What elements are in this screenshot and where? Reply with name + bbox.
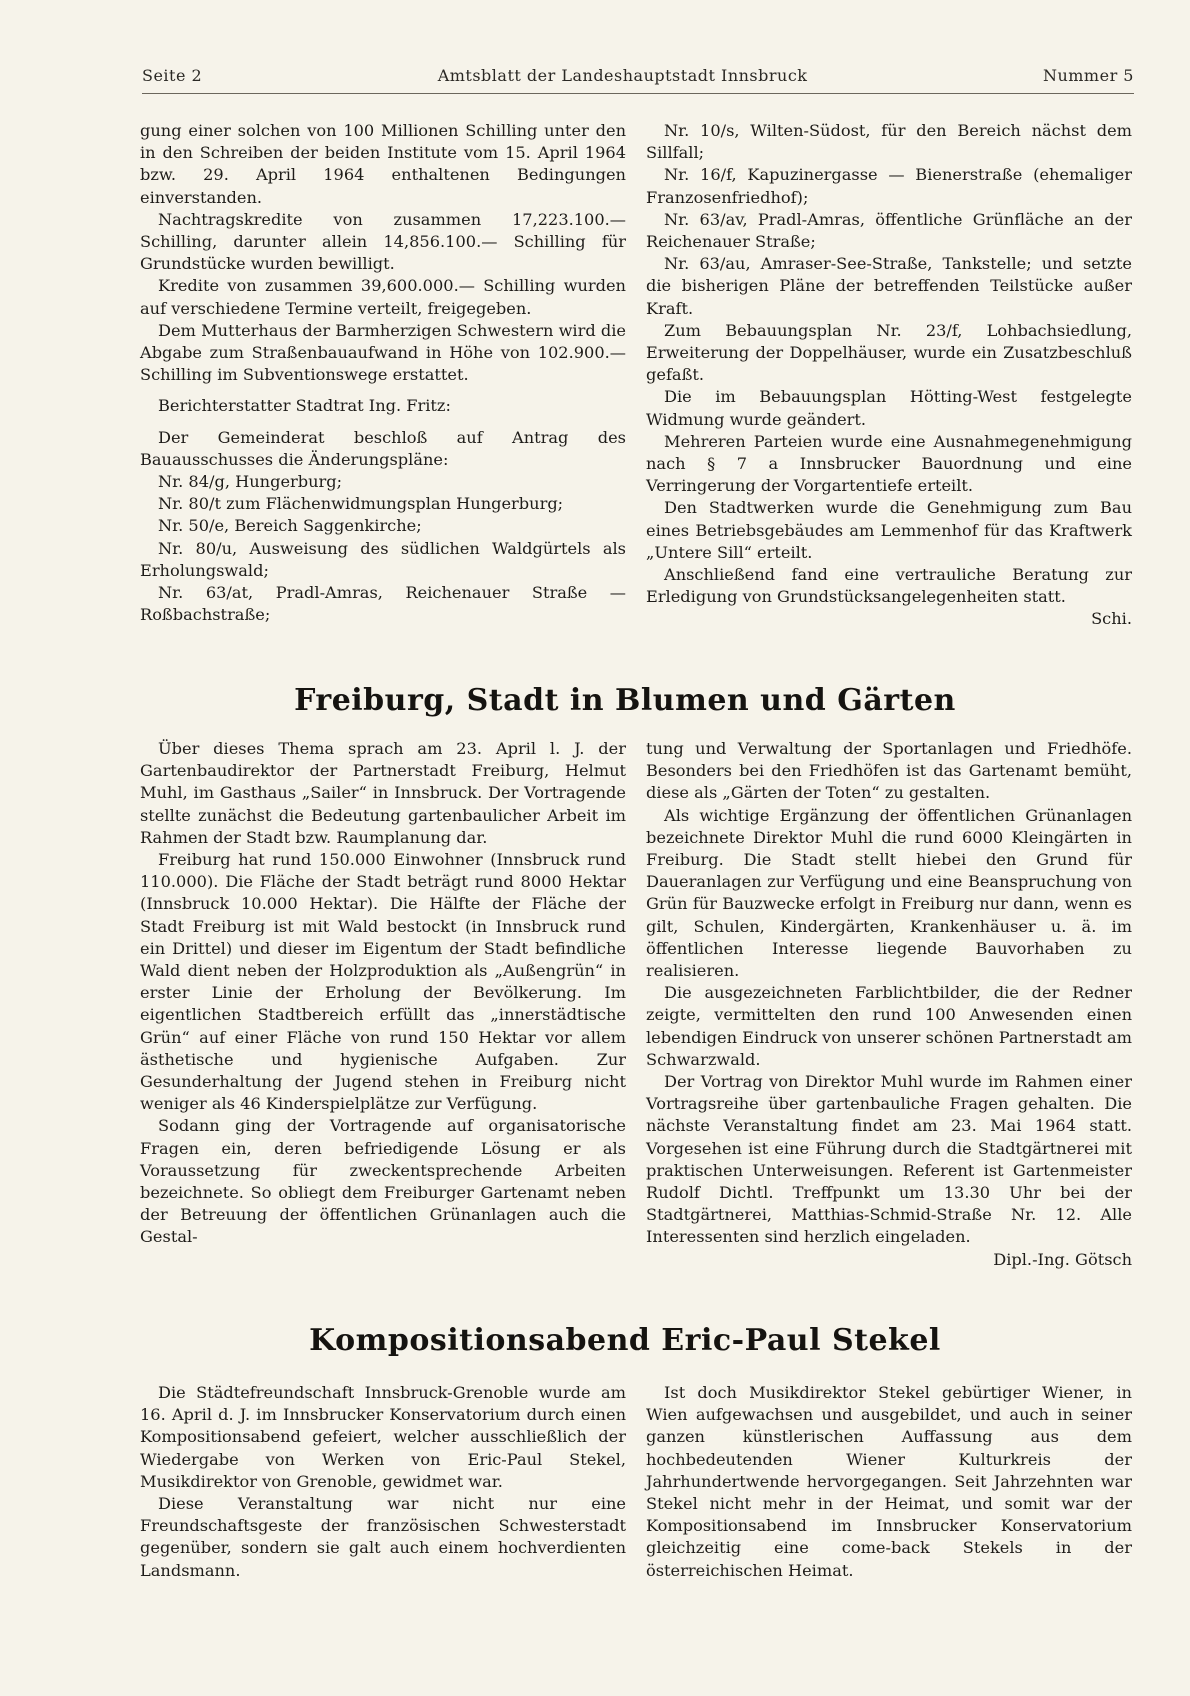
paragraph: Kredite von zusammen 39,600.000.— Schilling wurden auf verschiedene Termine verteilt, freigegeben.	[140, 276, 626, 318]
plan-item: Nr. 63/au, Amraser-See-Straße, Tankstelle; und setzte die bisherigen Pläne der betreffenden Teilstücke außer Kraft.	[646, 254, 1132, 318]
plan-item: Nr. 50/e, Bereich Saggenkirche;	[158, 516, 422, 536]
article-title-kompositionsabend: Kompositionsabend Eric-Paul Stekel	[309, 1323, 941, 1358]
paragraph: Die Städtefreundschaft Innsbruck-Grenoble wurde am 16. April d. J. im Innsbrucker Konservatorium durch einen Kompositionsabend gefeiert, welcher ausschließlich der Wiedergabe von Werken von Eric-Paul Stekel, Musikdirektor von Grenoble, gewidmet war.	[140, 1383, 626, 1491]
freiburg-article	[140, 738, 1132, 1271]
plan-item: Nr. 63/at, Pradl-Amras, Reichenauer Straße — Roßbachstraße;	[140, 583, 626, 625]
plan-item: Nr. 80/u, Ausweisung des südlichen Waldgürtels als Erholungswald;	[140, 538, 626, 580]
reporter-line: Berichterstatter Stadtrat Ing. Fritz:	[158, 396, 451, 416]
paragraph: Als wichtige Ergänzung der öffentlichen Grünanlagen bezeichnete Direktor Muhl die rund 6000 Kleingärten in Freiburg. Die Stadt stellt hiebei den Grund für Daueranlagen zur Verfügung und eine Beanspruchung von Grün für Bauzwecke erfolgt in Freiburg nur dann, wenn es gilt, Schulen, Kindergärten, Krankenhäuser u. ä. im öffentlichen Interesse liegende Bauvorhaben zu realisieren.	[646, 805, 1132, 981]
paragraph: Mehreren Parteien wurde eine Ausnahmegenehmigung nach § 7 a Innsbrucker Bauordnung und eine Verringerung der Vorgartentiefe erteilt.	[646, 431, 1132, 496]
article-title-freiburg: Freiburg, Stadt in Blumen und Gärten	[294, 683, 956, 718]
plan-item: Nr. 80/t zum Flächenwidmungsplan Hungerburg;	[158, 494, 564, 514]
paragraph: Der Vortrag von Direktor Muhl wurde im Rahmen einer Vortragsreihe über gartenbauliche Fragen gehalten. Die nächste Veranstaltung findet am 23. Mai 1964 statt. Vorgesehen ist eine Führung durch die Stadtgärtnerei mit praktischen Unterweisungen. Referent ist Gartenmeister Rudolf Dichtl. Treffpunkt um 13.30 Uhr bei der Stadtgärtnerei, Matthias-Schmid-Straße Nr. 12. Alle Interessenten sind herzlich eingeladen.	[646, 1072, 1132, 1247]
kompositionsabend-article	[140, 1382, 1132, 1582]
council-report-col-2	[646, 120, 1132, 631]
paragraph: Nachtragskredite von zusammen 17,223.100.— Schilling, darunter allein 14,856.100.— Schilling für Grundstücke wurden bewilligt.	[140, 209, 626, 274]
paragraph: Ist doch Musikdirektor Stekel gebürtiger Wiener, in Wien aufgewachsen und ausgebildet, und auch in seiner ganzen künstlerischen Auffassung aus dem hochbedeutenden Wiener Kulturkreis der Jahrhundertwende hervorgegangen. Seit Jahrzehnten war Stekel nicht mehr in der Heimat, und somit war der Kompositionsabend im Innsbrucker Konservatorium gleichzeitig eine come-back Stekels in der österreichischen Heimat.	[646, 1383, 1132, 1580]
page-number: Seite 2	[142, 66, 203, 85]
paragraph: Die ausgezeichneten Farblichtbilder, die der Redner zeigte, vermittelten den rund 100 Anwesenden einen lebendigen Eindruck von unserer schönen Partnerstadt am Schwarzwald.	[646, 983, 1132, 1069]
author-signature: Schi.	[1091, 609, 1132, 629]
kompositionsabend-col-2	[646, 1382, 1132, 1582]
freiburg-col-2	[646, 738, 1132, 1271]
plan-item: Nr. 16/f, Kapuzinergasse — Bienerstraße (ehemaliger Franzosenfriedhof);	[646, 165, 1132, 207]
paragraph: Über dieses Thema sprach am 23. April l. J. der Gartenbaudirektor der Partnerstadt Freiburg, Helmut Muhl, im Gasthaus „Sailer“ in Innsbruck. Der Vortragende stellte zunächst die Bedeutung gartenbaulicher Arbeit im Rahmen der Stadt bzw. Raumplanung dar.	[140, 739, 626, 847]
paragraph: tung und Verwaltung der Sportanlagen und Friedhöfe. Besonders bei den Friedhöfen ist das Gartenamt bemüht, diese als „Gärten der Toten“ zu gestalten.	[646, 739, 1132, 803]
page-header	[142, 66, 1134, 94]
issue-number: Nummer 5	[1042, 66, 1134, 85]
paragraph: Diese Veranstaltung war nicht nur eine Freundschaftsgeste der französischen Schwesterstadt gegenüber, sondern sie galt auch einem hochverdienten Landsmann.	[140, 1494, 626, 1580]
author-signature: Dipl.-Ing. Götsch	[993, 1249, 1132, 1269]
paragraph: Zum Bebauungsplan Nr. 23/f, Lohbachsiedlung, Erweiterung der Doppelhäuser, wurde ein Zusatzbeschluß gefaßt.	[646, 320, 1132, 385]
paragraph: Den Stadtwerken wurde die Genehmigung zum Bau eines Betriebsgebäudes am Lemmenhof für das Kraftwerk „Untere Sill“ erteilt.	[646, 498, 1132, 562]
kompositionsabend-col-1	[140, 1382, 626, 1582]
paragraph: Freiburg hat rund 150.000 Einwohner (Innsbruck rund 110.000). Die Fläche der Stadt beträgt rund 8000 Hektar (Innsbruck 10.000 Hektar). Die Hälfte der Fläche der Stadt Freiburg ist mit Wald bestockt (in Innsbruck rund ein Drittel) und dieser im Eigentum der Stadt befindliche Wald dient neben der Holzproduktion als „Außengrün“ in erster Linie der Erholung der Bevölkerung. Im eigentlichen Stadtbereich erfüllt das „innerstädtische Grün“ auf einer Fläche von rund 150 Hektar vor allem ästhetische und hygienische Aufgaben. Zur Gesunderhaltung der Jugend stehen in Freiburg nicht weniger als 46 Kinderspielplätze zur Verfügung.	[140, 850, 626, 1114]
paragraph: Die im Bebauungsplan Hötting-West festgelegte Widmung wurde geändert.	[646, 387, 1132, 429]
freiburg-col-1	[140, 738, 626, 1271]
paragraph: Dem Mutterhaus der Barmherzigen Schwestern wird die Abgabe zum Straßenbauaufwand in Höhe von 102.900.— Schilling im Subventionswege erstattet.	[140, 320, 626, 385]
paragraph: gung einer solchen von 100 Millionen Schilling unter den in den Schreiben der beiden Institute vom 15. April 1964 bzw. 29. April 1964 enthaltenen Bedingungen einverstanden.	[140, 121, 626, 207]
publication-title: Amtsblatt der Landeshauptstadt Innsbruck	[437, 66, 808, 85]
paragraph: Anschließend fand eine vertrauliche Beratung zur Erledigung von Grundstücksangelegenheiten statt.	[646, 565, 1132, 607]
paragraph: Sodann ging der Vortragende auf organisatorische Fragen ein, deren befriedigende Lösung er als Voraussetzung für zweckentsprechende Arbeiten bezeichnete. So obliegt dem Freiburger Gartenamt neben der Betreuung der öffentlichen Grünanlagen auch die Gestal-	[140, 1116, 626, 1247]
plan-item: Nr. 63/av, Pradl-Amras, öffentliche Grünfläche an der Reichenauer Straße;	[646, 209, 1132, 252]
paragraph: Der Gemeinderat beschloß auf Antrag des Bauausschusses die Änderungspläne:	[140, 427, 626, 469]
council-report-col-1	[140, 120, 626, 631]
plan-item: Nr. 10/s, Wilten-Südost, für den Bereich nächst dem Sillfall;	[646, 121, 1132, 163]
plan-item: Nr. 84/g, Hungerburg;	[158, 472, 343, 492]
council-report	[140, 120, 1132, 631]
